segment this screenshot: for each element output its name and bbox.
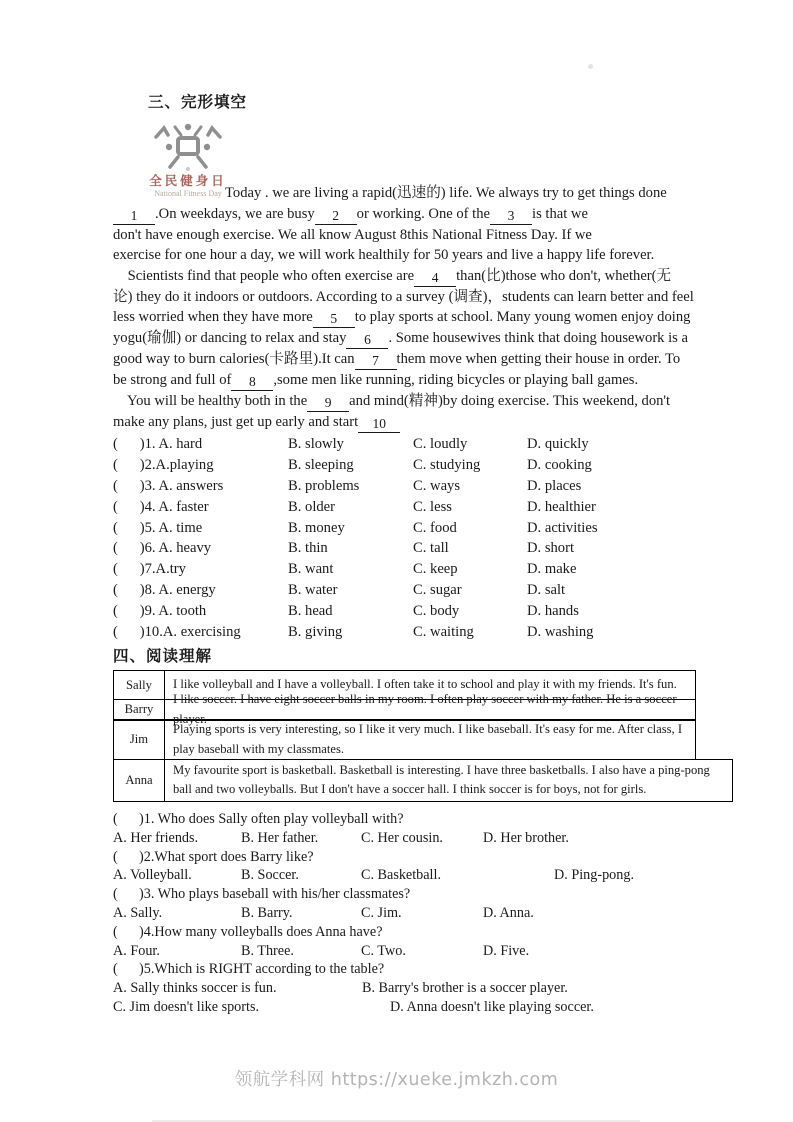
cloze-option-6-d: D. short (527, 540, 575, 557)
reading-option-4-c: C. Two. (361, 942, 406, 959)
cloze-option-7-b: B. want (288, 561, 334, 578)
cloze-option-10-d: D. washing (527, 624, 594, 641)
cloze-option-row-2 (113, 457, 598, 478)
cloze-option-3-q: ( )3. A. answers (113, 477, 224, 494)
cloze-blank-4: 4 (414, 270, 456, 287)
cloze-option-9-b: B. head (288, 603, 333, 620)
cloze-option-10-q: ( )10.A. exercising (113, 624, 241, 641)
cloze-option-5-c: C. food (413, 519, 457, 536)
cloze-option-5-d: D. activities (527, 519, 598, 536)
cloze-blank-10: 10 (358, 416, 400, 433)
passage-line-10: be strong and full of 8 ,some men like running, riding bicycles or playing ball games. (113, 372, 639, 390)
cloze-option-3-c: C. ways (413, 477, 461, 494)
reading-table-name: Anna (114, 760, 165, 801)
cloze-option-2-b: B. sleeping (288, 456, 354, 473)
cloze-option-8-d: D. salt (527, 582, 566, 599)
reading-question-stem-4: ( )4.How many volleyballs does Anna have? (113, 923, 383, 940)
reading-option-3-a: A. Sally. (113, 904, 163, 921)
cloze-option-5-q: ( )5. A. time (113, 519, 203, 536)
cloze-option-2-q: ( )2.A.playing (113, 456, 214, 473)
cloze-passage (113, 183, 698, 433)
reading-table-name: Sally (114, 671, 165, 699)
reading-table-text: Playing sports is very interesting, so I like it very much. I like baseball. It's easy for me. After class, I play baseball with my classmates. (173, 722, 683, 756)
cloze-option-8-b: B. water (288, 582, 338, 599)
reading-option-5-a: A. Sally thinks soccer is fun. (113, 980, 277, 997)
passage-line-7: less worried when they have more 5 to play sports at school. Many young women enjoy doing (113, 309, 691, 327)
reading-question-stem-2: ( )2.What sport does Barry like? (113, 848, 314, 865)
cloze-blank-7: 7 (355, 353, 397, 370)
reading-option-5-b: B. Barry's brother is a soccer player. (362, 980, 568, 997)
reading-question-stem-3: ( )3. Who plays baseball with his/her classmates? (113, 886, 411, 903)
cloze-option-7-d: D. make (527, 561, 577, 578)
cloze-option-5-b: B. money (288, 519, 345, 536)
scan-artifact-dot (588, 64, 593, 69)
cloze-option-2-d: D. cooking (527, 456, 592, 473)
reading-table-name: Barry (114, 700, 165, 720)
reading-option-1-c: C. Her cousin. (361, 829, 443, 846)
cloze-option-8-c: C. sugar (413, 582, 462, 599)
cloze-option-row-8 (113, 582, 598, 603)
cloze-blank-1: 1 (113, 208, 155, 225)
cloze-blank-6: 6 (346, 332, 388, 349)
reading-table (113, 670, 733, 802)
reading-question-4-options (113, 942, 753, 961)
cloze-option-4-d: D. healthier (527, 498, 596, 515)
cloze-option-6-q: ( )6. A. heavy (113, 540, 212, 557)
reading-question-stem-1: ( )1. Who does Sally often play volleyball with? (113, 811, 404, 827)
reading-option-2-d: D. Ping-pong. (554, 867, 635, 884)
reading-table-text: I like soccer. I have eight soccer balls in my room. I often play soccer with my father. He is a soccer player. (173, 692, 677, 726)
cloze-option-row-9 (113, 603, 598, 624)
reading-option-2-b: B. Soccer. (241, 867, 299, 884)
cloze-option-4-b: B. older (288, 498, 336, 515)
reading-option-3-d: D. Anna. (483, 904, 534, 921)
cloze-option-3-d: D. places (527, 477, 582, 494)
reading-table-name: Jim (114, 720, 165, 759)
reading-option-3-c: C. Jim. (361, 904, 402, 921)
passage-line-12: make any plans, just get up early and start 10 (113, 412, 698, 433)
cloze-option-row-3 (113, 478, 598, 499)
cloze-option-9-q: ( )9. A. tooth (113, 603, 207, 620)
reading-option-1-d: D. Her brother. (483, 829, 569, 846)
cloze-option-3-b: B. problems (288, 477, 360, 494)
passage-line-4: exercise for one hour a day, we will work healthily for 50 years and live a happy life forever. (113, 247, 655, 264)
reading-section-heading: 四、阅读理解 (113, 647, 213, 665)
fitness-figures-icon (144, 122, 232, 172)
reading-question-1-options (113, 829, 753, 848)
cloze-section-heading: 三、完形填空 (148, 93, 248, 111)
reading-question-list (113, 810, 753, 1017)
reading-option-1-a: A. Her friends. (113, 829, 199, 846)
reading-option-4-a: A. Four. (113, 942, 160, 959)
cloze-option-4-q: ( )4. A. faster (113, 498, 209, 515)
reading-option-2-a: A. Volleyball. (113, 867, 192, 884)
reading-question-5-options-1 (113, 979, 753, 998)
cloze-blank-3: 3 (490, 208, 532, 225)
reading-option-5-c: C. Jim doesn't like sports. (113, 998, 260, 1015)
reading-option-2-c: C. Basketball. (361, 867, 441, 884)
reading-table-text: My favourite sport is basketball. Basketball is interesting. I have three basketballs. I also have a ping-pong ball and two volleyballs. But I don't have a soccer hall. I think soccer is for boys, not for girls. (173, 762, 710, 796)
passage-line-6: 论) they do it indoors or outdoors. According to a survey (调查)，students can learn better and feel (113, 288, 694, 305)
logo-chinese-caption: 全民健身日 (149, 173, 227, 188)
reading-question-5-options-2 (113, 998, 753, 1017)
passage-line-3: don't have enough exercise. We all know August 8this National Fitness Day. If we (113, 226, 592, 243)
reading-question-stem-5: ( )5.Which is RIGHT according to the table? (113, 961, 385, 978)
cloze-option-1-d: D. quickly (527, 436, 589, 452)
reading-table-text: I like volleyball and I have a volleyball. I often take it to school and play it with my friends. It's fun. (173, 677, 677, 692)
reading-option-4-b: B. Three. (241, 942, 294, 959)
reading-question-3-options (113, 904, 753, 923)
cloze-option-1-c: C. loudly (413, 436, 468, 452)
logo-english-caption: National Fitness Day (154, 189, 222, 198)
reading-option-1-b: B. Her father. (241, 829, 319, 846)
cloze-option-1-b: B. slowly (288, 436, 344, 452)
reading-option-3-b: B. Barry. (241, 904, 293, 921)
passage-line-1: Today . we are living a rapid(迅速的) life. We always try to get things done (225, 185, 667, 201)
cloze-blank-8: 8 (231, 374, 273, 391)
cloze-option-6-b: B. thin (288, 540, 328, 557)
passage-line-8: yogu(瑜伽) or dancing to relax and stay 6 . Some housewives think that doing housework is a (113, 330, 688, 348)
cloze-option-6-c: C. tall (413, 540, 449, 557)
cloze-option-8-q: ( )8. A. energy (113, 582, 216, 599)
cloze-option-7-c: C. keep (413, 561, 458, 578)
cloze-option-row-1 (113, 436, 598, 457)
reading-table-row-anna (113, 759, 733, 802)
cloze-option-9-c: C. body (413, 603, 460, 620)
passage-line-5: Scientists find that people who often exercise are 4 than(比)those who don't, whether(无 (113, 267, 672, 285)
cloze-option-list (113, 436, 598, 645)
cloze-blank-5: 5 (313, 311, 355, 328)
reading-table-row-barry (113, 692, 696, 726)
cloze-blank-9: 9 (307, 395, 349, 412)
passage-line-2: 1 .On weekdays, we are busy 2 or working. One of the 3 is that we (113, 204, 698, 225)
reading-question-2-options (113, 866, 753, 885)
cloze-option-7-q: ( )7.A.try (113, 561, 186, 578)
reading-table-row-jim (113, 719, 696, 760)
reading-option-4-d: D. Five. (483, 942, 530, 959)
passage-line-11: You will be healthy both in the 9 and mind(精神)by doing exercise. This weekend, don't (113, 393, 671, 411)
cloze-option-10-b: B. giving (288, 624, 343, 641)
cloze-option-9-d: D. hands (527, 603, 579, 620)
cloze-option-1-q: ( )1. A. hard (113, 436, 203, 452)
site-watermark: 领航学科网 https://xueke.jmkzh.com (234, 1070, 559, 1090)
reading-option-5-d: D. Anna doesn't like playing soccer. (390, 998, 594, 1015)
cloze-option-10-c: C. waiting (413, 624, 474, 641)
passage-line-9: good way to burn calories(卡路里).It can 7 them move when getting their house in order. To (113, 351, 681, 369)
cloze-blank-2: 2 (315, 208, 357, 225)
cloze-option-row-5 (113, 520, 598, 541)
cloze-option-row-10 (113, 624, 598, 645)
cloze-option-row-4 (113, 499, 598, 520)
cloze-option-2-c: C. studying (413, 456, 481, 473)
cloze-option-row-7 (113, 561, 598, 582)
cloze-option-row-6 (113, 540, 598, 561)
cloze-option-4-c: C. less (413, 498, 452, 515)
